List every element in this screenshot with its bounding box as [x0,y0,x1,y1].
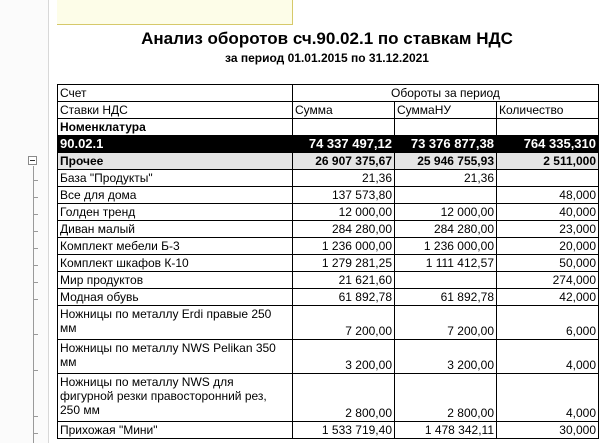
row-quantity[interactable]: 274,000 [497,272,599,289]
header-empty-cell[interactable] [497,119,599,136]
group-tree-tick [33,248,38,249]
row-sum-nu[interactable]: 61 892,78 [395,289,497,306]
row-sum-nu[interactable]: 2 800,00 [395,374,497,422]
header-turnover[interactable]: Обороты за период [293,85,599,102]
row-name[interactable]: Все для дома [58,187,293,204]
table-row[interactable] [58,306,599,340]
group-tree-tick [33,334,38,335]
row-sum-nu[interactable]: 1 478 342,11 [395,422,497,439]
table-row[interactable] [58,238,599,255]
row-sum-nu[interactable]: 3 200,00 [395,340,497,374]
row-name[interactable]: Модная обувь [58,289,293,306]
row-name[interactable]: Ножницы по металлу Erdi правые 250 мм [58,306,293,340]
row-grouping-gutter [0,0,49,443]
header-empty-cell[interactable] [395,119,497,136]
row-name[interactable]: Комплект мебели Б-3 [58,238,293,255]
row-sum[interactable]: 12 000,00 [293,204,395,221]
row-sum-nu[interactable] [395,272,497,289]
group-tree-tick [33,370,38,371]
row-sum-nu[interactable]: 21,36 [395,170,497,187]
group-tree-tick [33,265,38,266]
collapse-group-icon[interactable] [28,156,37,165]
row-quantity[interactable]: 6,000 [497,306,599,340]
row-name[interactable]: Ножницы по металлу NWS для фигурной резки правосторонний рез, 250 мм [58,374,293,422]
group-quantity[interactable]: 2 511,000 [497,153,599,170]
group-tree-tick [33,214,38,215]
table-row[interactable] [58,255,599,272]
row-quantity[interactable]: 23,000 [497,221,599,238]
report-header-cell[interactable] [57,0,293,25]
total-sum-nu[interactable]: 73 376 877,38 [395,136,497,153]
row-sum[interactable]: 7 200,00 [293,306,395,340]
row-name[interactable]: Ножницы по металлу NWS Pelikan 350 мм [58,340,293,374]
report-title: Анализ оборотов сч.90.02.1 по ставкам НДС [141,29,513,48]
row-sum[interactable]: 1 236 000,00 [293,238,395,255]
header-vat-rates[interactable]: Ставки НДС [58,102,293,119]
header-account[interactable]: Счет [58,85,293,102]
row-sum[interactable]: 1 279 281,25 [293,255,395,272]
row-quantity[interactable]: 4,000 [497,340,599,374]
row-sum[interactable]: 284 280,00 [293,221,395,238]
group-tree-tick [33,433,38,434]
row-name[interactable]: База "Продукты" [58,170,293,187]
row-name[interactable]: Диван малый [58,221,293,238]
group-tree-tick [33,416,38,417]
row-sum[interactable]: 1 533 719,40 [293,422,395,439]
header-sum[interactable]: Сумма [293,102,395,119]
total-account[interactable]: 90.02.1 [58,136,293,153]
table-row[interactable] [58,422,599,439]
table-row[interactable] [58,340,599,374]
group-tree-tick [33,231,38,232]
row-quantity[interactable]: 48,000 [497,187,599,204]
row-sum[interactable]: 2 800,00 [293,374,395,422]
row-name[interactable]: Голден тренд [58,204,293,221]
table-row[interactable] [58,187,599,204]
header-sum-nu[interactable]: СуммаНУ [395,102,497,119]
row-quantity[interactable]: 20,000 [497,238,599,255]
row-quantity[interactable]: 40,000 [497,204,599,221]
group-tree-tick [33,197,38,198]
group-tree-tick [33,299,38,300]
row-sum-nu[interactable]: 1 236 000,00 [395,238,497,255]
row-sum[interactable]: 21 621,60 [293,272,395,289]
group-sum-nu[interactable]: 25 946 755,93 [395,153,497,170]
group-tree-tick [33,282,38,283]
total-sum[interactable]: 74 337 497,12 [293,136,395,153]
report-period: за период 01.01.2015 по 31.12.2021 [225,51,429,65]
table-row[interactable] [58,289,599,306]
row-quantity[interactable]: 30,000 [497,422,599,439]
row-quantity[interactable]: 50,000 [497,255,599,272]
header-quantity[interactable]: Количество [497,102,599,119]
row-sum[interactable]: 61 892,78 [293,289,395,306]
report-table [57,84,599,439]
table-row[interactable] [58,374,599,422]
group-sum[interactable]: 26 907 375,67 [293,153,395,170]
row-sum[interactable]: 3 200,00 [293,340,395,374]
row-sum[interactable]: 137 573,80 [293,187,395,204]
group-tree-tick [33,180,38,181]
row-sum-nu[interactable] [395,187,497,204]
row-sum-nu[interactable]: 1 111 412,57 [395,255,497,272]
row-name[interactable]: Мир продуктов [58,272,293,289]
group-tree-line [33,166,34,443]
row-name[interactable]: Прихожая "Мини" [58,422,293,439]
header-nomenclature[interactable]: Номенклатура [58,119,293,136]
table-row[interactable] [58,221,599,238]
table-row[interactable] [58,204,599,221]
row-sum[interactable]: 21,36 [293,170,395,187]
row-quantity[interactable]: 42,000 [497,289,599,306]
table-row[interactable] [58,170,599,187]
row-sum-nu[interactable]: 12 000,00 [395,204,497,221]
row-quantity[interactable]: 4,000 [497,374,599,422]
row-quantity[interactable] [497,170,599,187]
total-quantity[interactable]: 764 335,310 [497,136,599,153]
group-name[interactable]: Прочее [58,153,293,170]
row-name[interactable]: Комплект шкафов К-10 [58,255,293,272]
row-sum-nu[interactable]: 7 200,00 [395,306,497,340]
table-row[interactable] [58,272,599,289]
row-sum-nu[interactable]: 284 280,00 [395,221,497,238]
header-empty-cell[interactable] [293,119,395,136]
